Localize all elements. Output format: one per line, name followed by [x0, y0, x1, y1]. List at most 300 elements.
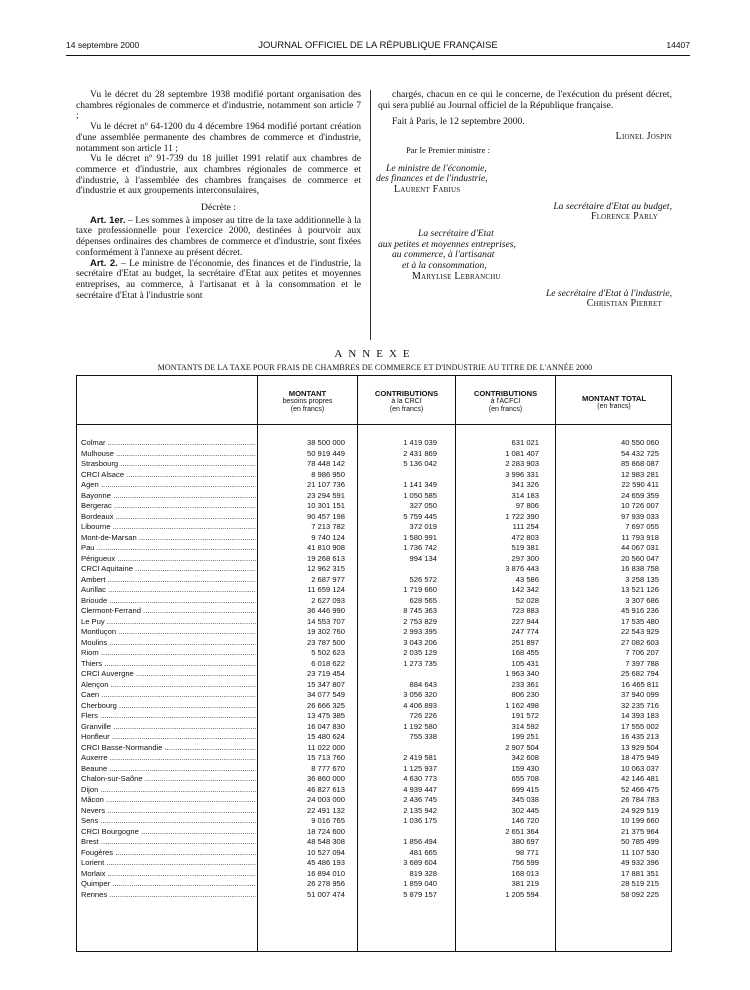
chamber-name: Dijon .....	[81, 785, 256, 794]
table-row	[77, 848, 671, 859]
montant-besoins-cell: 23 719 454	[306, 669, 345, 678]
ministre-title-line2: des finances et de l'industrie,	[376, 173, 488, 185]
contribution-acfci-cell: 381 219	[511, 879, 539, 888]
contribution-acfci-cell: 302 445	[511, 805, 539, 815]
montant-total-cell: 97 939 033	[620, 511, 659, 521]
contribution-crci-cell: 2 035 129	[403, 648, 437, 657]
table-row	[77, 575, 671, 586]
chamber-name: Ambert .....	[81, 575, 256, 584]
montant-total-cell: 52 466 475	[620, 784, 659, 794]
contribution-acfci-cell: 168 013	[511, 868, 539, 878]
contribution-crci-cell: 2 419 581	[403, 753, 437, 762]
montant-total-cell: 10 726 007	[620, 501, 659, 510]
montant-besoins-cell: 45 486 193	[306, 858, 345, 867]
pme-title-line4: et à la consommation,	[402, 260, 487, 272]
montant-total-cell: 42 146 481	[620, 774, 659, 783]
chamber-name: Fougères .....	[81, 848, 256, 857]
chamber-name: Flers .....	[81, 711, 256, 720]
contribution-acfci-cell: 97 806	[515, 501, 539, 510]
contribution-acfci-cell: 233 361	[511, 679, 539, 689]
chamber-name: Thiers .....	[81, 659, 256, 668]
table-row	[77, 722, 671, 733]
table-row	[77, 501, 671, 512]
montant-besoins-cell: 46 827 613	[306, 784, 345, 794]
montant-total-cell: 27 082 603	[620, 637, 659, 647]
tax-table	[76, 375, 672, 952]
chamber-name: Quimper .....	[81, 879, 256, 888]
contribution-crci-cell: 884 643	[409, 679, 437, 689]
header-contributions-acfci	[456, 390, 555, 414]
montant-besoins-cell: 2 627 093	[311, 595, 345, 605]
chamber-name: Bayonne .....	[81, 491, 256, 500]
contribution-crci-cell: 1 856 494	[403, 837, 437, 846]
header-page-number: 14407	[666, 40, 690, 50]
contribution-acfci-cell: 1 081 407	[505, 448, 539, 458]
table-row	[77, 543, 671, 554]
signature-secretaire-budget	[378, 202, 672, 223]
table-row	[77, 711, 671, 722]
fait-a-paris: Fait à Paris, le 12 septembre 2000.	[392, 116, 525, 128]
contribution-crci-cell: 1 125 937	[403, 763, 437, 773]
contribution-acfci-cell: 345 038	[511, 795, 539, 804]
chamber-name: CRCI Alsace .....	[81, 470, 256, 479]
chamber-name: Pau .....	[81, 543, 256, 552]
contribution-crci-cell: 2 753 829	[403, 616, 437, 626]
pme-title-line3: au commerce, à l'artisanat	[392, 249, 495, 261]
contribution-acfci-cell: 247 774	[511, 627, 539, 636]
page-header	[66, 40, 690, 54]
chamber-name: Lorient .....	[81, 858, 256, 867]
montant-besoins-cell: 23 294 591	[306, 490, 345, 500]
chamber-name: Mâcon .....	[81, 795, 256, 804]
montant-total-cell: 17 881 351	[620, 868, 659, 878]
contribution-acfci-cell: 314 592	[511, 721, 539, 731]
contribution-acfci-cell: 314 183	[511, 490, 539, 500]
contribution-acfci-cell: 380 697	[511, 837, 539, 846]
table-row	[77, 743, 671, 754]
montant-besoins-cell: 51 007 474	[306, 889, 345, 899]
contribution-acfci-cell: 519 381	[511, 543, 539, 552]
table-row	[77, 585, 671, 596]
contribution-crci-cell: 2 431 869	[403, 448, 437, 458]
montant-total-cell: 10 063 037	[620, 763, 659, 773]
table-row	[77, 438, 671, 449]
header-montant-total-l1: MONTANT TOTAL	[581, 394, 647, 403]
montant-besoins-cell: 15 347 807	[306, 679, 345, 689]
table-row	[77, 459, 671, 470]
contribution-acfci-cell: 199 251	[511, 732, 539, 741]
article-2-text: – Le ministre de l'économie, des finances et de l'industrie, la secrétaire d'Etat au budget, la secrétaire d'Etat aux petites et moyennes entreprises, au commerce, à l'artisanat et à la consommation et le secrétaire d'Etat à l'industrie sont	[76, 257, 361, 301]
contribution-acfci-cell: 1 205 594	[505, 889, 539, 899]
montant-besoins-cell: 14 553 707	[306, 616, 345, 626]
table-row	[77, 512, 671, 523]
contribution-crci-cell: 1 141 349	[403, 480, 437, 489]
table-row	[77, 858, 671, 869]
signature-ministre-economie	[376, 162, 672, 196]
header-date: 14 septembre 2000	[66, 40, 140, 50]
chamber-name: Bergerac .....	[81, 501, 256, 510]
table-row	[77, 491, 671, 502]
chamber-name: Agen .....	[81, 480, 256, 489]
contribution-acfci-cell: 251 897	[511, 637, 539, 647]
contribution-acfci-cell: 43 586	[515, 574, 539, 584]
contribution-acfci-cell: 342 608	[511, 753, 539, 762]
contribution-acfci-cell: 142 342	[511, 585, 539, 594]
ministre-name: Laurent Fabius	[394, 183, 461, 195]
montant-besoins-cell: 22 491 132	[306, 805, 345, 815]
montant-total-cell: 7 697 055	[625, 522, 659, 531]
montant-besoins-cell: 10 301 151	[306, 501, 345, 510]
chamber-name: Honfleur .....	[81, 732, 256, 741]
contribution-crci-cell: 2 135 942	[403, 805, 437, 815]
paragraph-execution: chargés, chacun en ce qui le concerne, de l'exécution du présent décret, qui sera publié au Journal officiel de la République française.	[378, 89, 672, 111]
montant-total-cell: 40 550 060	[620, 438, 659, 447]
paragraph-decret-1991: Vu le décret nº 91-739 du 18 juillet 1991 relatif aux chambres de commerce et d'industrie, aux chambres régionales de commerce et d'industrie, à l'assemblée des chambres françaises de commerce et d'industrie et aux groupements interconsulaires,	[76, 153, 361, 197]
montant-total-cell: 49 932 396	[620, 858, 659, 867]
table-row	[77, 596, 671, 607]
table-row	[77, 648, 671, 659]
chamber-name: Auxerre .....	[81, 753, 256, 762]
contribution-acfci-cell: 756 599	[511, 858, 539, 867]
montant-besoins-cell: 36 446 990	[306, 606, 345, 615]
chamber-name: Chalon-sur-Saône .....	[81, 774, 256, 783]
montant-besoins-cell: 38 500 000	[306, 438, 345, 447]
table-row	[77, 449, 671, 460]
contribution-crci-cell: 5 759 445	[403, 511, 437, 521]
header-title: JOURNAL OFFICIEL DE LA RÉPUBLIQUE FRANÇAISE	[258, 40, 498, 51]
table-row	[77, 606, 671, 617]
header-montant-total-l2: (en francs)	[597, 403, 631, 410]
header-montant-besoins-l2: besoins propres	[282, 398, 333, 405]
montant-besoins-cell: 24 003 000	[306, 795, 345, 804]
contribution-crci-cell: 1 719 660	[403, 585, 437, 594]
table-row	[77, 522, 671, 533]
pme-title-line1: La secrétaire d'Etat	[418, 228, 494, 240]
montant-besoins-cell: 15 480 624	[306, 732, 345, 741]
montant-besoins-cell: 36 860 000	[306, 774, 345, 783]
contribution-crci-cell: 3 689 604	[403, 858, 437, 867]
contribution-crci-cell: 1 036 175	[403, 816, 437, 825]
montant-total-cell: 24 659 359	[620, 490, 659, 500]
table-row	[77, 764, 671, 775]
montant-total-cell: 20 560 047	[620, 553, 659, 563]
montant-besoins-cell: 11 022 000	[307, 742, 345, 752]
header-contributions-crci-l3: (en francs)	[389, 406, 424, 413]
article-1-text: – Les sommes à imposer au titre de la taxe additionnelle à la taxe professionnelle pour l'exercice 2000, destinées à pourvoir aux dépenses ordinaires des chambres de commerce et d'industrie, sont fixées conformément à l'annexe au présent décret.	[76, 214, 361, 258]
montant-total-cell: 17 555 002	[620, 721, 659, 731]
table-row	[77, 690, 671, 701]
chamber-name: Libourne .....	[81, 522, 256, 531]
chamber-name: CRCI Bourgogne .....	[81, 827, 256, 836]
chamber-name: Beaune .....	[81, 764, 256, 773]
table-row	[77, 554, 671, 565]
contribution-crci-cell: 8 745 363	[403, 606, 437, 615]
montant-total-cell: 7 397 788	[625, 658, 659, 668]
contribution-crci-cell: 3 056 320	[403, 690, 437, 699]
chamber-name: Le Puy .....	[81, 617, 256, 626]
table-row	[77, 627, 671, 638]
contribution-acfci-cell: 1 963 340	[505, 669, 539, 678]
contribution-crci-cell: 1 736 742	[403, 543, 437, 552]
montant-besoins-cell: 5 502 623	[311, 648, 345, 657]
montant-total-cell: 21 375 964	[620, 826, 659, 836]
montant-total-cell: 11 793 918	[621, 532, 659, 542]
ministre-title-line1: Le ministre de l'économie,	[386, 162, 487, 174]
contribution-acfci-cell: 297 300	[511, 553, 539, 563]
montant-total-cell: 28 519 215	[620, 879, 659, 888]
chamber-name: Strasbourg .....	[81, 459, 256, 468]
table-row	[77, 701, 671, 712]
montant-total-cell: 3 258 135	[625, 574, 659, 584]
contribution-acfci-cell: 52 028	[515, 595, 539, 605]
contribution-crci-cell: 1 050 585	[403, 490, 437, 500]
montant-besoins-cell: 13 475 385	[306, 711, 345, 720]
contribution-crci-cell: 2 436 745	[403, 795, 437, 804]
contribution-acfci-cell: 146 720	[511, 816, 539, 825]
montant-besoins-cell: 90 457 198	[306, 511, 345, 521]
contribution-crci-cell: 819 328	[409, 868, 437, 878]
budget-name: Florence Parly	[590, 211, 658, 223]
header-contributions-acfci-l1: CONTRIBUTIONS	[473, 389, 538, 398]
table-row	[77, 795, 671, 806]
montant-total-cell: 22 590 411	[621, 480, 659, 489]
table-row	[77, 470, 671, 481]
header-contributions-acfci-l3: (en francs)	[488, 406, 523, 413]
montant-total-cell: 16 435 213	[620, 732, 659, 741]
table-row	[77, 879, 671, 890]
montant-total-cell: 13 929 504	[620, 742, 659, 752]
annexe-heading: ANNEXE	[334, 348, 416, 360]
montant-total-cell: 50 785 499	[620, 837, 659, 846]
montant-total-cell: 85 868 087	[620, 459, 659, 468]
contribution-acfci-cell: 806 230	[511, 690, 539, 699]
montant-total-cell: 3 307 686	[625, 595, 659, 605]
montant-besoins-cell: 7 213 782	[311, 522, 345, 531]
chamber-name: Morlaix .....	[81, 869, 256, 878]
annexe-title: MONTANTS DE LA TAXE POUR FRAIS DE CHAMBRES DE COMMERCE ET D'INDUSTRIE AU TITRE DE L'ANNÉE 2000	[157, 363, 593, 372]
table-row	[77, 617, 671, 628]
table-row	[77, 533, 671, 544]
article-2	[76, 259, 361, 302]
contribution-acfci-cell: 105 431	[511, 658, 539, 668]
montant-total-cell: 12 983 281	[620, 469, 659, 479]
signature-secretaire-industrie	[378, 289, 672, 310]
contribution-acfci-cell: 341 326	[511, 480, 539, 489]
header-montant-besoins-l3: (en francs)	[290, 406, 325, 413]
contribution-acfci-cell: 2 651 364	[505, 826, 539, 836]
contribution-crci-cell: 5 879 157	[403, 889, 437, 899]
contribution-acfci-cell: 631 021	[511, 438, 539, 447]
table-row	[77, 753, 671, 764]
contribution-acfci-cell: 3 996 331	[505, 469, 539, 479]
contribution-crci-cell: 4 939 447	[403, 784, 437, 794]
montant-total-cell: 17 535 480	[620, 616, 659, 626]
chamber-name: Cherbourg .....	[81, 701, 256, 710]
table-row	[77, 890, 671, 901]
contribution-acfci-cell: 1 162 498	[505, 700, 539, 710]
montant-total-cell: 14 393 183	[620, 711, 659, 720]
montant-besoins-cell: 9 016 765	[311, 816, 345, 825]
chamber-name: CRCI Auvergne .....	[81, 669, 256, 678]
contribution-crci-cell: 3 043 206	[403, 637, 437, 647]
montant-besoins-cell: 48 548 308	[306, 837, 345, 846]
montant-besoins-cell: 18 724 600	[306, 826, 345, 836]
contribution-acfci-cell: 227 944	[511, 616, 539, 626]
contribution-acfci-cell: 472 803	[511, 532, 539, 542]
chamber-name: CRCI Basse-Normandie .....	[81, 743, 256, 752]
chamber-name: Alençon .....	[81, 680, 256, 689]
right-column	[378, 90, 672, 310]
montant-besoins-cell: 12 962 315	[306, 564, 345, 573]
contribution-crci-cell: 526 572	[409, 574, 437, 584]
montant-total-cell: 45 916 236	[620, 606, 659, 615]
montant-besoins-cell: 19 302 760	[306, 627, 345, 636]
chamber-name: Rennes .....	[81, 890, 256, 899]
header-contributions-crci	[358, 390, 455, 414]
contribution-acfci-cell: 723 883	[511, 606, 539, 615]
montant-total-cell: 25 682 794	[620, 669, 659, 678]
montant-total-cell: 22 543 929	[620, 627, 659, 636]
contribution-acfci-cell: 1 722 390	[505, 511, 539, 521]
table-body	[77, 438, 671, 900]
montant-total-cell: 16 838 758	[620, 564, 659, 573]
chamber-name: Mulhouse .....	[81, 449, 256, 458]
contribution-crci-cell: 1 273 735	[403, 658, 437, 668]
montant-total-cell: 26 784 783	[620, 795, 659, 804]
chamber-name: Montluçon .....	[81, 627, 256, 636]
chamber-name: Bordeaux .....	[81, 512, 256, 521]
contribution-acfci-cell: 2 283 903	[505, 459, 539, 468]
paragraph-decret-1938: Vu le décret du 28 septembre 1938 modifié portant organisation des chambres régionales de commerce et d'industrie, notamment son article 7 ;	[76, 89, 361, 122]
par-le-premier-ministre: Par le Premier ministre :	[406, 144, 491, 155]
chamber-name: Riom .....	[81, 648, 256, 657]
table-row	[77, 806, 671, 817]
table-row	[77, 480, 671, 491]
montant-besoins-cell: 10 527 094	[306, 847, 345, 857]
industrie-title: Le secrétaire d'Etat à l'industrie,	[545, 287, 672, 299]
chamber-name: CRCI Aquitaine .....	[81, 564, 256, 573]
montant-besoins-cell: 34 077 549	[306, 690, 345, 699]
montant-besoins-cell: 23 787 500	[306, 637, 345, 647]
montant-total-cell: 10 199 660	[620, 816, 659, 825]
chamber-name: Brest .....	[81, 837, 256, 846]
montant-besoins-cell: 11 659 124	[307, 585, 345, 594]
budget-title: La secrétaire d'Etat au budget,	[553, 200, 672, 212]
contribution-crci-cell: 1 192 580	[403, 721, 437, 731]
montant-total-cell: 54 432 725	[620, 448, 659, 458]
table-row	[77, 659, 671, 670]
table-row	[77, 869, 671, 880]
signature-premier-ministre: Lionel Jospin	[615, 131, 672, 143]
contribution-acfci-cell: 98 771	[515, 847, 539, 857]
table-row	[77, 774, 671, 785]
montant-besoins-cell: 21 107 736	[306, 480, 345, 489]
article-2-label: Art. 2.	[90, 257, 118, 269]
contribution-acfci-cell: 111 254	[512, 522, 539, 531]
montant-total-cell: 44 067 031	[620, 543, 659, 552]
header-contributions-acfci-l2: à l'ACFCI	[490, 398, 521, 405]
montant-total-cell: 37 940 099	[620, 690, 659, 699]
montant-besoins-cell: 6 018 622	[311, 658, 345, 668]
table-header-rule	[77, 424, 671, 425]
montant-total-cell: 24 929 519	[620, 805, 659, 815]
decrete-heading: Décrète :	[201, 202, 236, 214]
contribution-crci-cell: 4 630 773	[403, 774, 437, 783]
chamber-name: Clermont-Ferrand .....	[81, 606, 256, 615]
column-separator	[370, 90, 371, 340]
table-row	[77, 816, 671, 827]
montant-total-cell: 58 092 225	[620, 889, 659, 899]
paragraph-decret-1964: Vu le décret nº 64-1200 du 4 décembre 1964 modifié portant création d'une assemblée permanente des chambres de commerce et d'industrie, notamment son article 11 ;	[76, 121, 361, 154]
table-row	[77, 638, 671, 649]
contribution-acfci-cell: 699 415	[511, 784, 539, 794]
chamber-name: Colmar .....	[81, 438, 256, 447]
montant-besoins-cell: 2 687 977	[311, 574, 345, 584]
header-contributions-crci-l2: à la CRCI	[391, 398, 422, 405]
table-row	[77, 669, 671, 680]
montant-besoins-cell: 41 810 908	[306, 543, 345, 552]
contribution-crci-cell: 372 019	[409, 522, 437, 531]
left-column	[76, 90, 361, 301]
montant-besoins-cell: 26 666 325	[306, 700, 345, 710]
contribution-crci-cell: 481 665	[409, 847, 437, 857]
contribution-crci-cell: 1 580 991	[403, 532, 437, 542]
header-contributions-crci-l1: CONTRIBUTIONS	[374, 389, 439, 398]
chamber-name: Aurillac .....	[81, 585, 256, 594]
contribution-crci-cell: 5 136 042	[403, 459, 437, 468]
contribution-crci-cell: 2 993 395	[403, 627, 437, 636]
contribution-crci-cell: 4 406 893	[403, 700, 437, 710]
table-row	[77, 564, 671, 575]
chamber-name: Nevers .....	[81, 806, 256, 815]
table-row	[77, 785, 671, 796]
montant-total-cell: 18 475 949	[620, 753, 659, 762]
contribution-acfci-cell: 191 572	[511, 711, 539, 720]
montant-besoins-cell: 78 448 142	[306, 459, 345, 468]
header-montant-besoins-l1: MONTANT	[288, 389, 327, 398]
contribution-crci-cell: 327 050	[409, 501, 437, 510]
montant-total-cell: 13 521 126	[620, 585, 659, 594]
montant-besoins-cell: 8 986 950	[311, 469, 345, 479]
contribution-crci-cell: 755 338	[409, 732, 437, 741]
industrie-name: Christian Pierret	[586, 298, 662, 310]
header-rule	[66, 55, 690, 56]
header-montant-besoins	[258, 390, 357, 414]
table-row	[77, 837, 671, 848]
table-row	[77, 732, 671, 743]
article-1	[76, 216, 361, 259]
pme-title-line2: aux petites et moyennes entreprises,	[378, 238, 516, 250]
montant-total-cell: 32 235 716	[620, 700, 659, 710]
contribution-crci-cell: 1 419 039	[403, 438, 437, 447]
montant-besoins-cell: 16 047 830	[306, 721, 345, 731]
montant-total-cell: 11 107 530	[621, 847, 659, 857]
chamber-name: Brioude .....	[81, 596, 256, 605]
montant-besoins-cell: 15 713 760	[306, 753, 345, 762]
montant-total-cell: 16 465 811	[621, 679, 659, 689]
contribution-acfci-cell: 159 430	[511, 763, 539, 773]
table-row	[77, 680, 671, 691]
contribution-crci-cell: 726 226	[409, 711, 437, 720]
contribution-acfci-cell: 168 455	[511, 648, 539, 657]
signature-secretaire-pme	[378, 229, 672, 283]
contribution-crci-cell: 628 565	[409, 595, 437, 605]
chamber-name: Sens .....	[81, 816, 256, 825]
contribution-acfci-cell: 2 907 504	[505, 742, 539, 752]
contribution-crci-cell: 994 134	[409, 553, 437, 563]
montant-besoins-cell: 26 278 956	[306, 879, 345, 888]
montant-besoins-cell: 9 740 124	[311, 532, 345, 542]
